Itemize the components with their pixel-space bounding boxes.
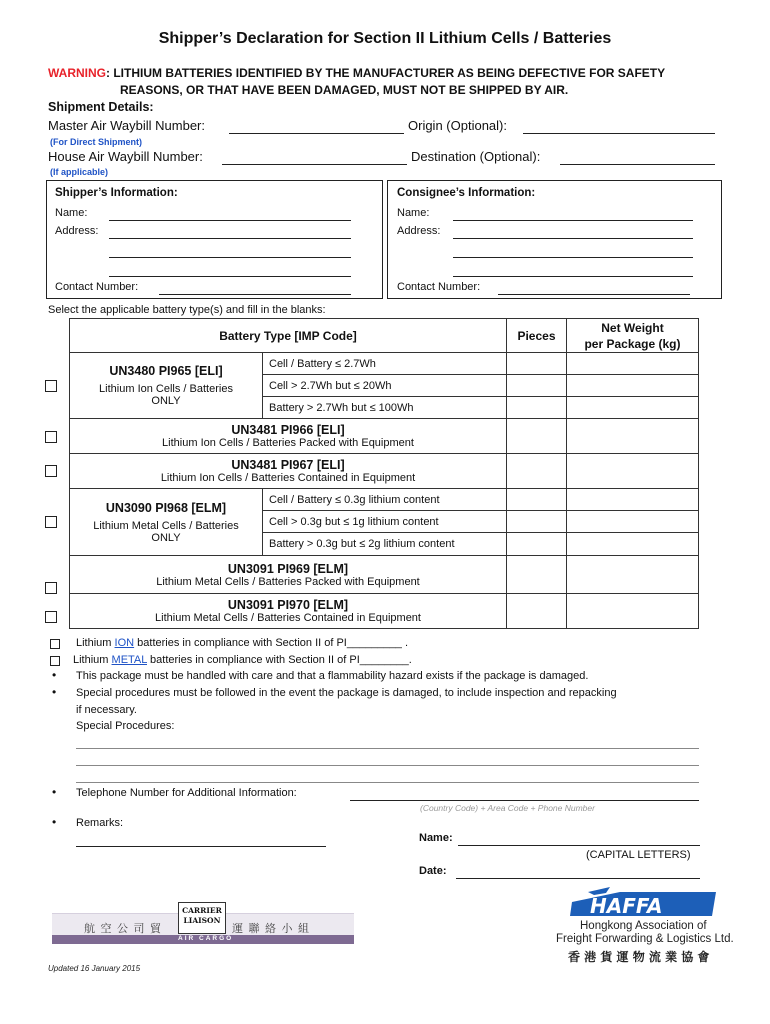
special-procedures-line-2[interactable]	[76, 765, 699, 766]
pi967-desc: Lithium Ion Cells / Batteries Contained in Equipment	[160, 472, 416, 484]
weight-input[interactable]	[567, 533, 699, 556]
weight-input[interactable]	[567, 397, 699, 419]
un3480-code: UN3480 PI965 [ELI]	[109, 364, 223, 378]
warning-label: WARNING	[48, 66, 106, 80]
updated-date: Updated 16 January 2015	[48, 964, 141, 973]
pi966-code: UN3481 PI966 [ELI]	[231, 423, 345, 437]
un3480-row-3: Battery > 2.7Wh but ≤ 100Wh	[263, 397, 507, 419]
pi969-code: UN3091 PI969 [ELM]	[227, 561, 349, 576]
special-procedures-line-3[interactable]	[76, 782, 699, 783]
shipper-contact-label: Contact Number:	[55, 281, 139, 293]
pi966-cell	[70, 419, 507, 454]
origin-label: Origin (Optional):	[408, 118, 507, 133]
shipper-address-field-3[interactable]	[109, 276, 351, 277]
destination-label: Destination (Optional):	[411, 149, 541, 164]
pieces-input[interactable]	[507, 397, 567, 419]
remarks-label: Remarks:	[76, 817, 124, 829]
consignee-address-field-1[interactable]	[453, 238, 693, 239]
haffa-line2: Freight Forwarding & Logistics Ltd.	[556, 933, 734, 945]
consignee-heading: Consignee’s Information:	[397, 187, 536, 199]
bullet-dot: •	[52, 685, 57, 699]
un3480-row-2: Cell > 2.7Wh but ≤ 20Wh	[263, 375, 507, 397]
haffa-chinese: 香 港 貨 運 物 流 業 協 會	[568, 950, 710, 964]
care-text: This package must be handled with care and that a flammability hazard exists if the package is damaged.	[76, 670, 589, 682]
phone-format-note: (Country Code) + Area Code + Phone Number	[420, 803, 595, 813]
hawb-field[interactable]	[222, 164, 407, 165]
pieces-input[interactable]	[507, 556, 567, 594]
warning-line1: LITHIUM BATTERIES IDENTIFIED BY THE MANUFACTURER AS BEING DEFECTIVE FOR SAFETY	[110, 66, 666, 80]
ion-compliance-text	[76, 637, 408, 649]
carrier-liaison-strip	[52, 935, 354, 944]
shipper-address-field-2[interactable]	[109, 257, 351, 258]
un3090-checkbox[interactable]	[45, 516, 57, 528]
pi969-desc: Lithium Metal Cells / Batteries Packed with Equipment	[156, 575, 420, 588]
pieces-input[interactable]	[507, 489, 567, 511]
consignee-address-label: Address:	[397, 225, 441, 237]
shipper-contact-field[interactable]	[159, 294, 351, 295]
metal-compliance-checkbox[interactable]	[50, 656, 60, 666]
capital-letters-note: (CAPITAL LETTERS)	[586, 849, 691, 861]
metal-pre: Lithium	[73, 654, 112, 666]
applicable-note: (If applicable)	[50, 167, 109, 177]
pieces-input[interactable]	[507, 375, 567, 397]
pi966-desc: Lithium Ion Cells / Batteries Packed with Equipment	[162, 437, 414, 449]
pi969-cell	[70, 556, 507, 594]
weight-input[interactable]	[567, 556, 699, 594]
metal-link[interactable]: METAL	[111, 654, 147, 666]
name-label: Name:	[419, 832, 453, 844]
ion-link[interactable]: ION	[114, 637, 135, 649]
consignee-name-field[interactable]	[453, 220, 693, 221]
pieces-input[interactable]	[507, 353, 567, 375]
consignee-box	[387, 180, 722, 299]
telephone-label: Telephone Number for Additional Information:	[76, 787, 297, 799]
bullet-dot: •	[52, 785, 57, 799]
special-procedures-label: Special Procedures:	[76, 720, 175, 732]
pi967-cell	[70, 454, 507, 489]
pi970-code: UN3091 PI970 [ELM]	[227, 598, 349, 612]
pieces-input[interactable]	[507, 594, 567, 629]
carrier-logo-bottom: AIR CARGO	[178, 935, 234, 942]
un3090-code: UN3090 PI968 [ELM]	[105, 500, 227, 515]
un3090-cell	[70, 489, 263, 556]
pieces-input[interactable]	[507, 454, 567, 489]
destination-field[interactable]	[560, 164, 715, 165]
header-pieces: Pieces	[507, 319, 567, 353]
pi969-checkbox[interactable]	[45, 582, 57, 594]
pieces-input[interactable]	[507, 511, 567, 533]
un3090-desc-1: Lithium Metal Cells / Batteries	[93, 519, 239, 532]
warning-colon: :	[106, 66, 110, 80]
shipper-name-field[interactable]	[109, 220, 351, 221]
shipper-address-field-1[interactable]	[109, 238, 351, 239]
battery-table	[69, 318, 699, 629]
un3480-desc-2: ONLY	[151, 395, 181, 407]
metal-compliance-text	[73, 654, 412, 666]
pi966-checkbox[interactable]	[45, 431, 57, 443]
warning-line2: REASONS, OR THAT HAVE BEEN DAMAGED, MUST NOT BE SHIPPED BY AIR.	[120, 83, 569, 97]
direct-shipment-note: (For Direct Shipment)	[50, 137, 143, 147]
consignee-contact-label: Contact Number:	[397, 281, 481, 293]
ion-post: batteries in compliance with Section II of PI_________ .	[134, 637, 409, 649]
un3480-checkbox[interactable]	[45, 380, 57, 392]
ion-compliance-checkbox[interactable]	[50, 639, 60, 649]
pi970-checkbox[interactable]	[45, 611, 57, 623]
special-procedures-line-1[interactable]	[76, 748, 699, 749]
un3090-row-3: Battery > 0.3g but ≤ 2g lithium content	[263, 533, 507, 556]
shipper-name-label: Name:	[55, 207, 88, 219]
header-net-weight-1: Net Weight	[601, 320, 664, 335]
consignee-contact-field[interactable]	[498, 294, 690, 295]
pieces-input[interactable]	[507, 419, 567, 454]
mawb-field[interactable]	[229, 133, 404, 134]
weight-input[interactable]	[567, 419, 699, 454]
ion-pre: Lithium	[76, 637, 115, 649]
header-net-weight-2: per Package (kg)	[584, 336, 681, 351]
un3480-row-1: Cell / Battery ≤ 2.7Wh	[263, 353, 507, 375]
un3090-row-2: Cell > 0.3g but ≤ 1g lithium content	[263, 511, 507, 533]
shipper-box	[46, 180, 383, 299]
pi970-cell	[70, 594, 507, 629]
page-title: Shipper’s Declaration for Section II Lithium Cells / Batteries	[158, 30, 612, 47]
weight-input[interactable]	[567, 489, 699, 511]
weight-input[interactable]	[567, 594, 699, 629]
bullet-dot: •	[52, 668, 57, 682]
mawb-label: Master Air Waybill Number:	[48, 118, 205, 133]
weight-input[interactable]	[567, 454, 699, 489]
warning-block	[48, 65, 728, 99]
origin-field[interactable]	[523, 133, 715, 134]
bullet-dot: •	[52, 815, 57, 829]
un3480-desc-1: Lithium Ion Cells / Batteries	[99, 383, 233, 395]
header-battery-type: Battery Type [IMP Code]	[70, 319, 507, 353]
metal-post: batteries in compliance with Section II of PI________.	[146, 654, 412, 666]
carrier-chinese-right: 運 聯 絡 小 組	[232, 922, 310, 935]
un3480-cell	[70, 353, 263, 419]
shipper-heading: Shipper’s Information:	[55, 187, 178, 199]
date-label: Date:	[419, 865, 447, 877]
pi967-checkbox[interactable]	[45, 465, 57, 477]
hawb-label: House Air Waybill Number:	[48, 149, 203, 164]
haffa-logo-text: HAFFA	[590, 894, 663, 918]
telephone-field[interactable]	[350, 800, 699, 801]
consignee-name-label: Name:	[397, 207, 430, 219]
consignee-address-field-2[interactable]	[453, 257, 693, 258]
weight-input[interactable]	[567, 353, 699, 375]
shipment-heading: Shipment Details:	[48, 100, 154, 114]
remarks-field[interactable]	[76, 846, 326, 847]
carrier-liaison-logo	[178, 902, 226, 934]
shipper-address-label: Address:	[55, 225, 99, 237]
pieces-input[interactable]	[507, 533, 567, 556]
un3090-row-1: Cell / Battery ≤ 0.3g lithium content	[263, 489, 507, 511]
weight-input[interactable]	[567, 375, 699, 397]
weight-input[interactable]	[567, 511, 699, 533]
carrier-logo-mid: LIAISON	[183, 916, 221, 925]
pi970-desc: Lithium Metal Cells / Batteries Contained in Equipment	[155, 612, 421, 624]
special-text-2: if necessary.	[76, 704, 137, 716]
header-net-weight	[567, 319, 699, 353]
un3090-desc-2: ONLY	[151, 531, 181, 544]
carrier-chinese-left: 航 空 公 司 貿	[84, 922, 162, 935]
date-field[interactable]	[456, 878, 700, 879]
pi967-code: UN3481 PI967 [ELI]	[231, 458, 345, 472]
haffa-logo-icon	[566, 886, 726, 920]
special-text-1: Special procedures must be followed in the event the package is damaged, to include inspection and repacking	[76, 687, 617, 699]
name-field[interactable]	[458, 845, 700, 846]
select-instruction: Select the applicable battery type(s) and fill in the blanks:	[48, 304, 326, 316]
consignee-address-field-3[interactable]	[453, 276, 693, 277]
haffa-line1: Hongkong Association of	[580, 920, 707, 932]
carrier-logo-top: CARRIER	[182, 906, 222, 915]
